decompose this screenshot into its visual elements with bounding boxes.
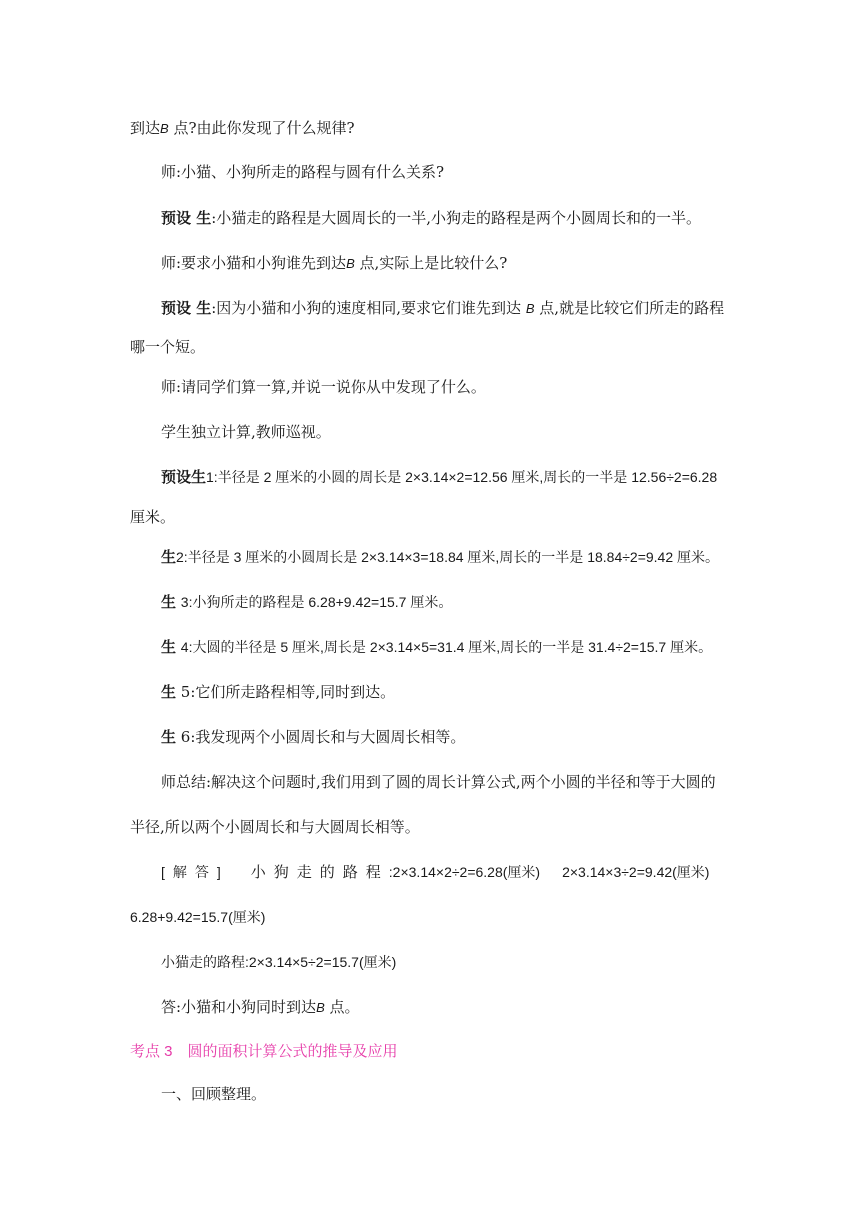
preset-student-line <box>161 207 701 229</box>
text: 1:半径是 2 厘米的小圆的周长是 2×3.14×2=12.56 厘米,周长的一半是 12.56÷2=6.28 <box>206 469 718 485</box>
text: 点。 <box>329 998 360 1016</box>
variable-b: B <box>160 121 169 136</box>
section-heading: 考点 3 圆的面积计算公式的推导及应用 <box>130 1043 398 1060</box>
student-line <box>161 681 395 703</box>
paragraph-continuation: 厘米。 <box>130 508 176 526</box>
text: 2:半径是 3 厘米的小圆周长是 2×3.14×3=18.84 厘米,周长的一半是 18.84÷2=9.42 厘米。 <box>176 549 720 565</box>
teacher-line: 师:小猫、小狗所走的路程与圆有什么关系? <box>161 163 445 181</box>
text: 5:它们所走路程相等,同时到达。 <box>180 683 396 701</box>
preset-student-line <box>161 297 724 320</box>
speaker-label: 生 <box>161 638 177 656</box>
text: 点,就是比较它们所走的路程 <box>539 299 725 317</box>
formula: 2×3.14×3÷2=9.42(厘米) <box>562 864 710 880</box>
text: 点,实际上是比较什么? <box>359 254 508 272</box>
speaker-label: 预设 生 <box>161 299 212 317</box>
text: 3:小狗所走的路程是 6.28+9.42=15.7 厘米。 <box>180 594 453 610</box>
speaker-label: 生 <box>161 683 177 701</box>
paragraph-continuation: 哪一个短。 <box>130 338 206 356</box>
teacher-line <box>161 252 507 275</box>
answer-label: [解答] <box>161 864 229 880</box>
text: 答:小猫和小狗同时到达 <box>161 998 317 1016</box>
student-line <box>161 591 452 613</box>
text: :因为小猫和小狗的速度相同,要求它们谁先到达 <box>211 299 522 317</box>
speaker-label: 预设 生 <box>161 209 212 227</box>
student-line <box>161 636 712 658</box>
paragraph-line: 一、回顾整理。 <box>161 1085 267 1103</box>
text: 6:我发现两个小圆周长和与大圆周长相等。 <box>180 728 466 746</box>
answer-line <box>161 996 360 1019</box>
variable-b: B <box>525 301 535 316</box>
student-line <box>161 726 465 748</box>
teacher-summary-line: 师总结:解决这个问题时,我们用到了圆的周长计算公式,两个小圆的半径和等于大圆的 <box>161 773 716 791</box>
formula-line: 6.28+9.42=15.7(厘米) <box>130 909 266 925</box>
text: :小猫走的路程是大圆周长的一半,小狗走的路程是两个小圆周长和的一半。 <box>211 209 702 227</box>
formula-line: 小猫走的路程:2×3.14×5÷2=15.7(厘米) <box>161 954 397 970</box>
paragraph-line <box>130 117 355 140</box>
speaker-label: 生 <box>161 548 177 566</box>
text: 师:要求小猫和小狗谁先到达 <box>161 254 347 272</box>
speaker-label: 生 <box>161 593 177 611</box>
formula: :2×3.14×2÷2=6.28(厘米) <box>388 864 541 880</box>
teacher-line: 师:请同学们算一算,并说一说你从中发现了什么。 <box>161 378 486 396</box>
text: 4:大圆的半径是 5 厘米,周长是 2×3.14×5=31.4 厘米,周长的一半是 31.4÷2=15.7 厘米。 <box>180 639 713 655</box>
variable-b: B <box>316 1000 325 1015</box>
speaker-label: 生 <box>161 728 177 746</box>
preset-student-line <box>161 466 717 488</box>
student-line <box>161 546 719 568</box>
answer-line <box>161 861 709 883</box>
speaker-label: 预设生 <box>161 468 207 486</box>
paragraph-continuation: 半径,所以两个小圆周长和与大圆周长相等。 <box>130 818 420 836</box>
text: 点?由此你发现了什么规律? <box>173 119 355 137</box>
text: 到达 <box>130 119 161 137</box>
variable-b: B <box>346 256 355 271</box>
text: 小狗走的路程 <box>250 863 389 881</box>
narration-line: 学生独立计算,教师巡视。 <box>161 423 331 441</box>
